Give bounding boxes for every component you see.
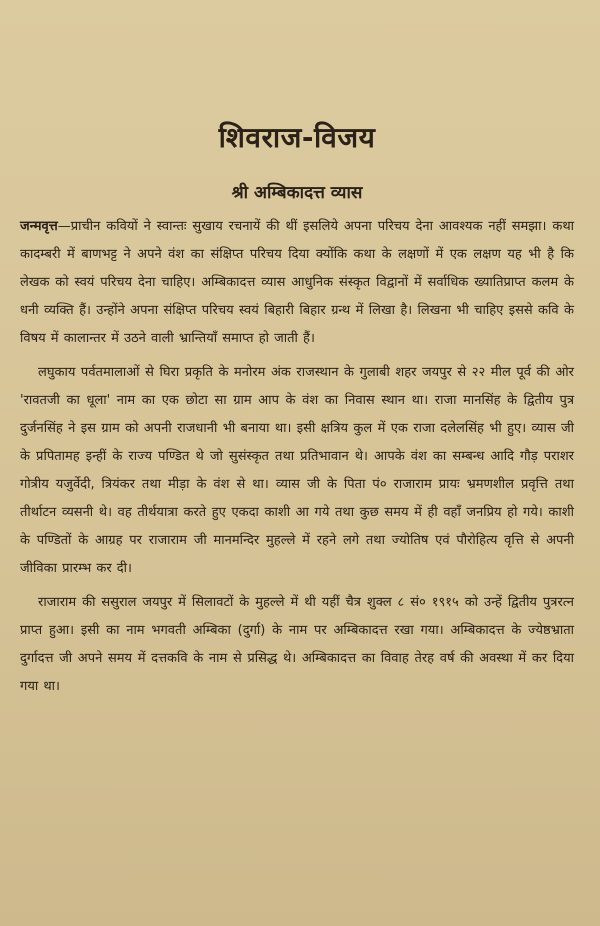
paragraph-3	[20, 589, 574, 701]
paragraph-1	[20, 213, 574, 353]
author-name: श्री अम्बिकादत्त व्यास	[231, 183, 363, 203]
paragraph-text: —प्राचीन कवियों ने स्वान्तः सुखाय रचनायें की थीं इसलिये अपना परिचय देना आवश्यक नहीं समझा। कथा कादम्बरी में बाणभट्ट ने अपने वंश का संक्षिप्त परिचय दिया क्योंकि कथा के लक्षणों में एक लक्षण यह भी है कि लेखक को स्वयं परिचय देना चाहिए। अम्बिकादत्त व्यास आधुनिक संस्कृत विद्वानों में सर्वाधिक ख्यातिप्राप्त कलम के धनी व्यक्ति हैं। उन्होंने अपना संक्षिप्त परिचय स्वयं बिहारी बिहार ग्रन्थ में लिखा है। लिखना भी चाहिए इससे कवि के विषय में कालान्तर में उठने वाली भ्रान्तियाँ समाप्त हो जाती हैं।	[20, 219, 574, 346]
paragraph-text: राजाराम की ससुराल जयपुर में सिलावटों के मुहल्ले में थी यहीं चैत्र शुक्ल ८ सं० १९१५ को उन्हें द्वितीय पुत्ररत्न प्राप्त हुआ। इसी का नाम भगवती अम्बिका (दुर्गा) के नाम पर अम्बिकादत्त रखा गया। अम्बिकादत्त के ज्येष्ठभ्राता दुर्गादत्त जी अपने समय में दत्तकवि के नाम से प्रसिद्ध थे। अम्बिकादत्त का विवाह तेरह वर्ष की अवस्था में कर दिया गया था।	[20, 595, 574, 694]
paragraph-text: लघुकाय पर्वतमालाओं से घिरा प्रकृति के मनोरम अंक राजस्थान के गुलाबी शहर जयपुर से २२ मील पूर्व की ओर 'रावतजी का धूला' नाम का एक छोटा सा ग्राम आप के वंश का निवास स्थान था। राजा मानसिंह के द्वितीय पुत्र दुर्जनसिंह ने इस ग्राम को अपनी राजधानी भी बनाया था। इसी क्षत्रिय कुल में एक राजा दलेलसिंह भी हुए। व्यास जी के प्रपितामह इन्हीं के राज्य पण्डित थे जो सुसंस्कृत तथा प्रतिभावान थे। आपके वंश का सम्बन्ध आदि गौड़ पराशर गोत्रीय यजुर्वेदी, त्रियंकर तथा मीड़ा के वंश से था। व्यास जी के पिता पं० राजाराम प्रायः भ्रमणशील प्रवृत्ति तथा तीर्थाटन व्यसनी थे। वह तीर्थयात्रा करते हुए एकदा काशी आ गये तथा कुछ समय में ही वहाँ जनप्रिय हो गये। काशी के पण्डितों के आग्रह पर राजाराम जी मानमन्दिर मुहल्ले में रहने लगे तथा ज्योतिष एवं पौरोहित्य वृत्ति से अपनी जीविका प्रारम्भ कर दी।	[20, 365, 574, 576]
page-title: शिवराज-विजय	[218, 121, 376, 154]
paragraph-lead: जन्मवृत्त	[20, 219, 58, 234]
paragraph-2	[20, 359, 574, 583]
